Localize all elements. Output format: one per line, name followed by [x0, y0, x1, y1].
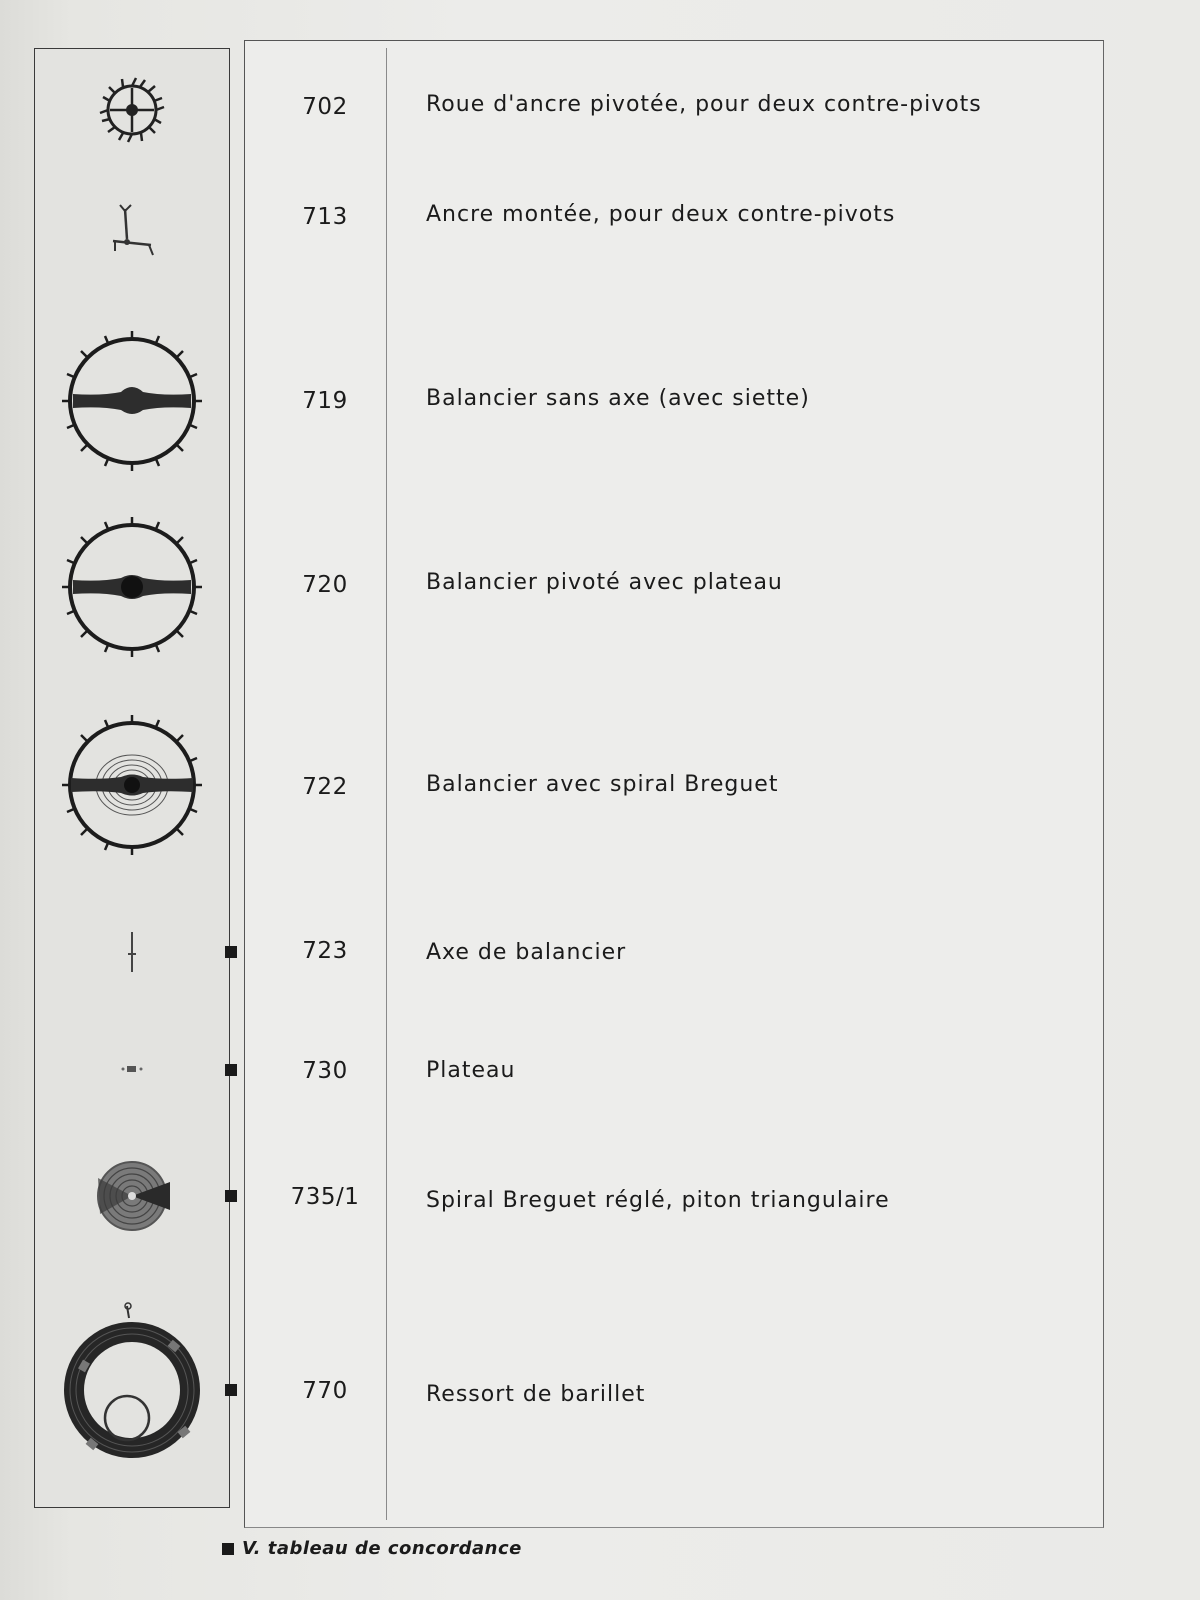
concordance-marker [225, 1384, 237, 1396]
concordance-marker [225, 1190, 237, 1202]
part-description: Spiral Breguet réglé, piton triangulaire [426, 1188, 890, 1213]
concordance-marker [225, 946, 237, 958]
mainspring-icon [34, 1300, 230, 1462]
balance-wheel-pivoted-icon [34, 516, 230, 658]
part-number: 713 [302, 204, 348, 230]
balance-wheel-icon [34, 330, 230, 472]
part-number: 723 [302, 938, 348, 964]
escape-wheel-icon [34, 70, 230, 150]
column-separator [386, 48, 387, 1520]
concordance-marker [222, 1543, 234, 1555]
part-description: Balancier sans axe (avec siette) [426, 386, 810, 411]
balance-spring-breguet-icon [34, 714, 230, 856]
part-description: Roue d'ancre pivotée, pour deux contre-pivots [426, 92, 982, 117]
part-number: 719 [302, 388, 348, 414]
roller-table-icon [34, 1054, 230, 1084]
footnote [222, 1538, 522, 1559]
part-description: Ancre montée, pour deux contre-pivots [426, 202, 896, 227]
part-description: Balancier pivoté avec plateau [426, 570, 783, 595]
part-number: 735/1 [290, 1184, 360, 1210]
part-number: 720 [302, 572, 348, 598]
part-description: Axe de balancier [426, 940, 627, 965]
pallet-fork-icon [34, 192, 230, 272]
part-number: 702 [302, 94, 348, 120]
part-description: Balancier avec spiral Breguet [426, 772, 779, 797]
part-description: Plateau [426, 1058, 516, 1083]
footnote-text: V. tableau de concordance [242, 1538, 522, 1559]
part-number: 722 [302, 774, 348, 800]
part-number: 770 [302, 1378, 348, 1404]
hairspring-icon [34, 1156, 230, 1236]
balance-staff-icon [34, 928, 230, 978]
concordance-marker [225, 1064, 237, 1076]
part-description: Ressort de barillet [426, 1382, 646, 1407]
part-number: 730 [302, 1058, 348, 1084]
